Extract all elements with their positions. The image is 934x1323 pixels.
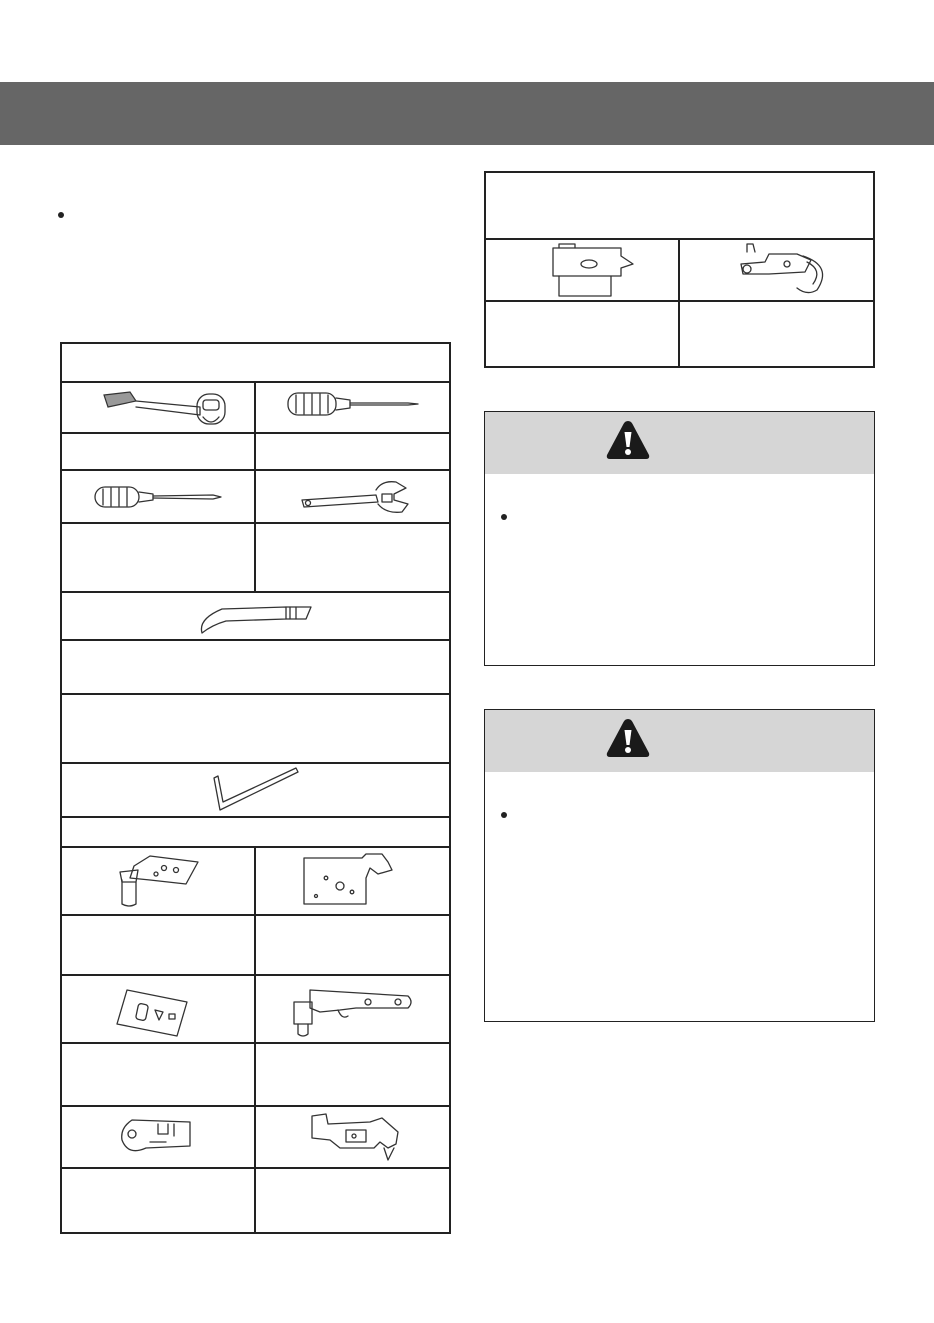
row-divider xyxy=(60,693,451,695)
hinge-cap-icon xyxy=(545,242,635,298)
warning-triangle-icon xyxy=(605,716,651,760)
hinge-hook-icon xyxy=(733,242,843,298)
hinge-plate-icon xyxy=(300,852,400,910)
hex-key-icon xyxy=(212,766,302,814)
door-stopper-icon xyxy=(118,1110,198,1160)
row-divider xyxy=(60,591,451,593)
adjustable-wrench-icon xyxy=(298,480,418,516)
hinge-bracket-icon xyxy=(110,852,200,910)
header-bar xyxy=(0,82,934,145)
phillips-screwdriver-icon xyxy=(288,389,423,421)
column-divider xyxy=(254,381,256,591)
warning-bullet xyxy=(501,514,507,520)
warning-triangle-icon xyxy=(605,418,651,462)
cover-plate-icon xyxy=(115,980,195,1038)
row-divider xyxy=(60,816,451,818)
row-divider xyxy=(60,762,451,764)
intro-bullet xyxy=(58,212,64,218)
warning-bullet xyxy=(501,812,507,818)
row-divider xyxy=(60,639,451,641)
socket-wrench-icon xyxy=(100,387,250,429)
utility-knife-icon xyxy=(196,597,316,637)
hinge-arm-icon xyxy=(286,980,416,1040)
warning-header xyxy=(485,412,874,474)
column-divider xyxy=(678,238,680,368)
flat-screwdriver-icon xyxy=(95,484,225,514)
column-divider xyxy=(254,846,256,1234)
warning-header xyxy=(485,710,874,772)
upper-hinge-icon xyxy=(300,1108,410,1164)
